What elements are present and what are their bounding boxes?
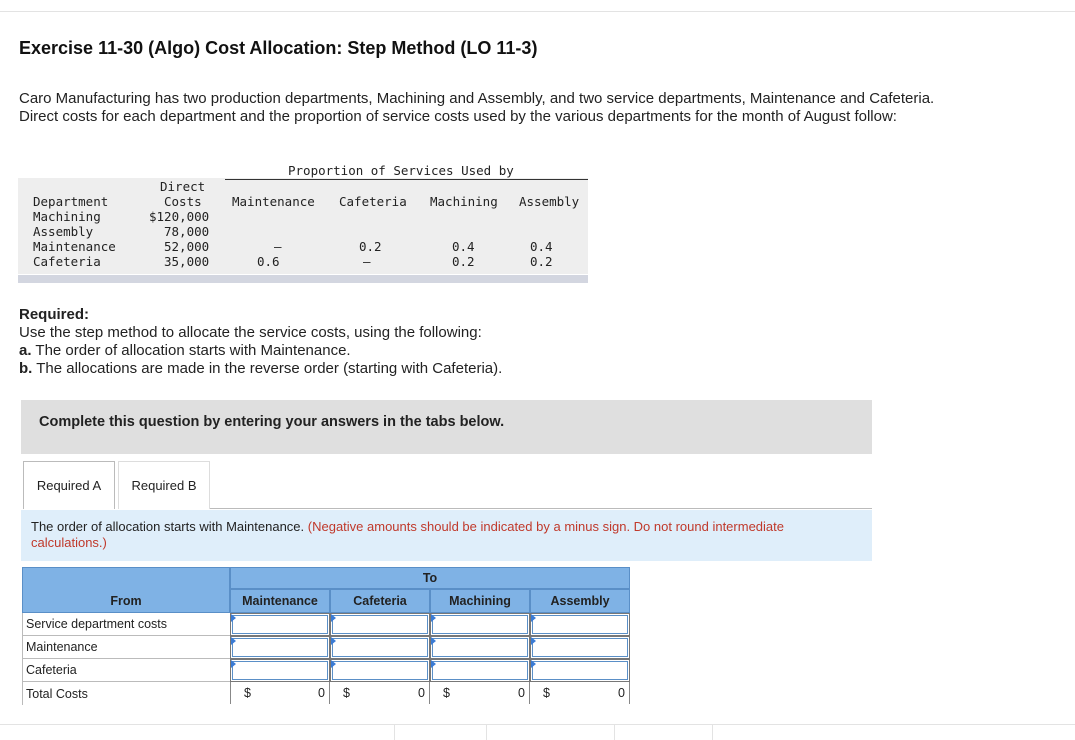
row-caf: 0.2	[359, 239, 382, 254]
tabs-divider	[210, 508, 872, 509]
bottom-tick	[486, 725, 487, 740]
row-dept: Assembly	[33, 224, 94, 239]
allocation-grid	[22, 567, 630, 702]
instruction-note: (Negative amounts should be indicated by a minus sign. Do not round intermediate calculations.)	[31, 519, 784, 550]
amount-input[interactable]	[532, 638, 628, 657]
row-dept: Maintenance	[33, 239, 116, 254]
col-head-machining: Machining	[430, 589, 530, 613]
input-service-cafeteria[interactable]	[330, 613, 430, 636]
currency-symbol: $	[343, 686, 350, 700]
input-caf-machining[interactable]	[430, 659, 530, 682]
input-caf-cafeteria[interactable]	[330, 659, 430, 682]
input-maint-machining[interactable]	[430, 636, 530, 659]
row-cost: $120,000	[149, 209, 210, 224]
required-b-text: The allocations are made in the reverse order (starting with Cafeteria).	[32, 360, 503, 377]
complete-banner	[21, 400, 872, 454]
currency-symbol: $	[443, 686, 450, 700]
required-b-label: b.	[19, 360, 33, 377]
row-mach: 0.2	[452, 254, 475, 269]
page-title: Exercise 11-30 (Algo) Cost Allocation: Step Method (LO 11-3)	[19, 38, 538, 58]
input-service-machining[interactable]	[430, 613, 530, 636]
amount-input[interactable]	[232, 615, 328, 634]
bottom-tick	[712, 725, 713, 740]
col-cafeteria: Cafeteria	[339, 194, 407, 209]
input-service-assembly[interactable]	[530, 613, 630, 636]
problem-intro: Caro Manufacturing has two production departments, Machining and Assembly, and two service departments, Maintenance and Cafeteria. Direct costs for each department and the proportion of service costs used by the various departments for the month of August follow:	[19, 90, 935, 125]
instruction-text: The order of allocation starts with Maintenance.	[31, 519, 308, 534]
bottom-tick	[614, 725, 615, 740]
from-header: From	[22, 567, 230, 613]
bottom-divider	[0, 724, 1075, 725]
amount-input[interactable]	[532, 661, 628, 680]
proportion-title: Proportion of Services Used by	[288, 163, 514, 178]
row-asm: 0.2	[530, 254, 553, 269]
total-value: 0	[318, 686, 325, 700]
total-machining	[430, 682, 530, 704]
total-value: 0	[618, 686, 625, 700]
required-line: Use the step method to allocate the service costs, using the following:	[19, 324, 482, 341]
col-head-cafeteria: Cafeteria	[330, 589, 430, 613]
amount-input[interactable]	[432, 638, 528, 657]
required-a-label: a.	[19, 342, 32, 359]
total-value: 0	[518, 686, 525, 700]
row-mach: 0.4	[452, 239, 475, 254]
total-cafeteria	[330, 682, 430, 704]
top-divider	[0, 11, 1075, 12]
amount-input[interactable]	[332, 638, 428, 657]
col-department: Department	[33, 194, 109, 209]
tab-required-b[interactable]: Required B	[118, 461, 210, 509]
row-label-cafeteria: Cafeteria	[22, 659, 230, 682]
col-machining: Machining	[430, 194, 498, 209]
row-dept: Cafeteria	[33, 254, 101, 269]
to-header: To	[230, 567, 630, 589]
complete-text: Complete this question by entering your answers in the tabs below.	[39, 414, 505, 430]
col-assembly: Assembly	[519, 194, 580, 209]
bottom-tick	[394, 725, 395, 740]
amount-input[interactable]	[332, 615, 428, 634]
amount-input[interactable]	[232, 638, 328, 657]
direct-label-2: Costs	[164, 194, 202, 209]
row-cost: 52,000	[164, 239, 210, 254]
amount-input[interactable]	[332, 661, 428, 680]
input-caf-maintenance[interactable]	[230, 659, 330, 682]
row-label-total: Total Costs	[22, 682, 230, 705]
input-maint-cafeteria[interactable]	[330, 636, 430, 659]
amount-input[interactable]	[232, 661, 328, 680]
total-maintenance	[230, 682, 330, 704]
col-head-assembly: Assembly	[530, 589, 630, 613]
row-label-maintenance: Maintenance	[22, 636, 230, 659]
row-maint: 0.6	[257, 254, 280, 269]
col-head-maintenance: Maintenance	[230, 589, 330, 613]
input-maint-assembly[interactable]	[530, 636, 630, 659]
cost-data-table	[18, 162, 588, 283]
row-dept: Machining	[33, 209, 101, 224]
row-cost: 78,000	[164, 224, 210, 239]
input-caf-assembly[interactable]	[530, 659, 630, 682]
required-heading: Required:	[19, 306, 90, 323]
direct-label-1: Direct	[160, 179, 206, 194]
row-label-service-costs: Service department costs	[22, 613, 230, 636]
total-assembly	[530, 682, 630, 704]
row-asm: 0.4	[530, 239, 553, 254]
amount-input[interactable]	[432, 615, 528, 634]
input-service-maintenance[interactable]	[230, 613, 330, 636]
input-maint-maintenance[interactable]	[230, 636, 330, 659]
col-maintenance: Maintenance	[232, 194, 315, 209]
amount-input[interactable]	[532, 615, 628, 634]
total-value: 0	[418, 686, 425, 700]
row-cost: 35,000	[164, 254, 210, 269]
currency-symbol: $	[543, 686, 550, 700]
tab-required-a[interactable]: Required A	[23, 461, 115, 509]
row-maint: –	[274, 239, 282, 254]
required-section	[19, 306, 502, 378]
row-caf: –	[363, 254, 371, 269]
currency-symbol: $	[244, 686, 251, 700]
instruction-box	[21, 510, 872, 561]
required-a-text: The order of allocation starts with Maintenance.	[31, 342, 351, 359]
amount-input[interactable]	[432, 661, 528, 680]
